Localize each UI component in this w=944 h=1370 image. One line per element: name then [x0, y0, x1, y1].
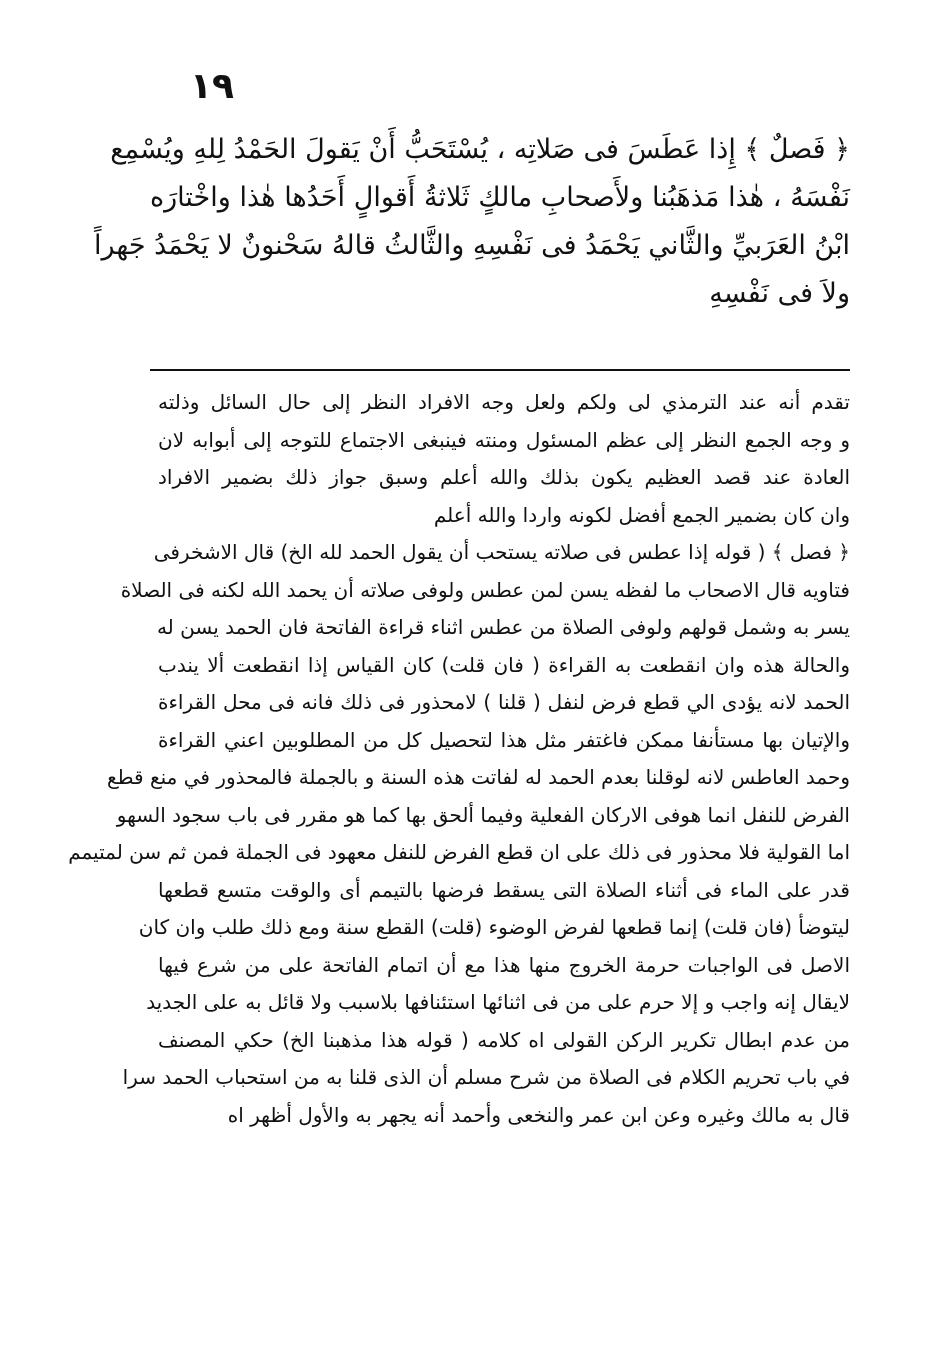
commentary-line: اما القولية فلا محذور فى ذلك على ان قطع الفرض للنفل معهود فى الجملة فمن ثم سن لمتيمم — [68, 840, 850, 864]
commentary-line: و وجه الجمع النظر إلى عظم المسئول ومنته فينبغى الاجتماع للتوجه إلى أبوابه لان — [158, 427, 850, 452]
commentary-line: الفرض للنفل انما هوفى الاركان الفعلية وفيما ألحق بها كما هو مقرر فى باب سجود السهو — [116, 802, 850, 827]
commentary-line: الاصل فى الواجبات حرمة الخروج منها هذا مع أن اتمام الفاتحة على من شرع فيها — [158, 952, 850, 977]
main-text-line: ولاَ فى نَفْسِهِ — [709, 278, 850, 309]
commentary-line: الحمد لانه يؤدى الي قطع فرض لنفل ( قلنا ) لامحذور فى ذلك فانه فى محل القراءة — [158, 690, 850, 714]
main-text — [93, 126, 850, 318]
commentary-line: والإتيان بها مستأنفا ممكن فاغتفر مثل هذا لتحصيل كل من المطلوبين اعني القراءة — [158, 727, 850, 752]
commentary-line: تقدم أنه عند الترمذي لى ولكم ولعل وجه الافراد النظر إلى حال السائل وذلته — [158, 390, 850, 414]
commentary-line: فتاويه قال الاصحاب ما لفظه يسن لمن عطس ولوفى صلاته أن يحمد الله لكنه فى الصلاة — [120, 577, 850, 602]
commentary-line: قدر على الماء فى أثناء الصلاة التى يسقط فرضها بالتيمم أى والوقت متسع قطعها — [158, 877, 850, 902]
main-text-line: ابْنُ العَرَبيِّ والثَّاني يَحْمَدُ فى نَفْسِهِ والثَّالثُ قالهُ سَحْنونٌ لا يَحْمَدُ جَهراً — [93, 230, 850, 261]
main-text-line: نَفْسَهُ ، هٰذا مَذهَبُنا ولأَصحابِ مالكٍ ثَلاثةُ أَقوالٍ أَحَدُها هٰذا واخْتارَه — [150, 182, 850, 213]
commentary-line: من عدم ابطال تكرير الركن القولى اه كلامه ( قوله هذا مذهبنا الخ) حكي المصنف — [158, 1027, 850, 1052]
section-divider — [150, 369, 850, 371]
commentary-line: والحالة هذه وان انقطعت به القراءة ( فان قلت) كان القياس إذا انقطعت ألا يندب — [158, 652, 850, 677]
commentary-line: لايقال إنه واجب و إلا حرم على من فى اثنائها استئنافها بلاسبب ولا قائل به على الجديد — [146, 990, 850, 1014]
commentary-line: وحمد العاطس لانه لوقلنا بعدم الحمد له لفاتت هذه السنة و بالجملة فالمحذور في منع قطع — [107, 765, 850, 789]
main-text-line: ﴿ فَصلٌ ﴾ إِذا عَطَسَ فى صَلاتِه ، يُسْتَحَبُّ أَنْ يَقولَ الحَمْدُ لِلهِ ويُسْمِع — [110, 134, 850, 165]
commentary-text — [68, 384, 850, 1134]
page-number: ١٩ — [190, 66, 234, 107]
commentary-line: قال به مالك وغيره وعن ابن عمر والنخعى وأحمد أنه يجهر به والأول أظهر اه — [227, 1102, 850, 1127]
commentary-line: ليتوضأ (فان قلت) إنما قطعها لفرض الوضوء (قلت) القطع سنة ومع ذلك طلب وان كان — [138, 915, 850, 939]
commentary-line: يسر به وشمل قولهم ولوفى الصلاة من عطس اثناء قراءة الفاتحة فان الحمد يسن له — [156, 615, 850, 639]
commentary-line: وان كان بضمير الجمع أفضل لكونه واردا والله أعلم — [433, 502, 850, 527]
commentary-line: ﴿ فصل ﴾ ( قوله إذا عطس فى صلاته يستحب أن يقول الحمد لله الخ) قال الاشخرفى — [153, 540, 850, 564]
commentary-line: في باب تحريم الكلام فى الصلاة من شرح مسلم أن الذى قلنا به من استحباب الحمد سرا — [122, 1065, 850, 1089]
commentary-line: العادة عند قصد العظيم يكون بذلك والله أعلم وسبق جواز ذلك بضمير الافراد — [158, 465, 850, 489]
